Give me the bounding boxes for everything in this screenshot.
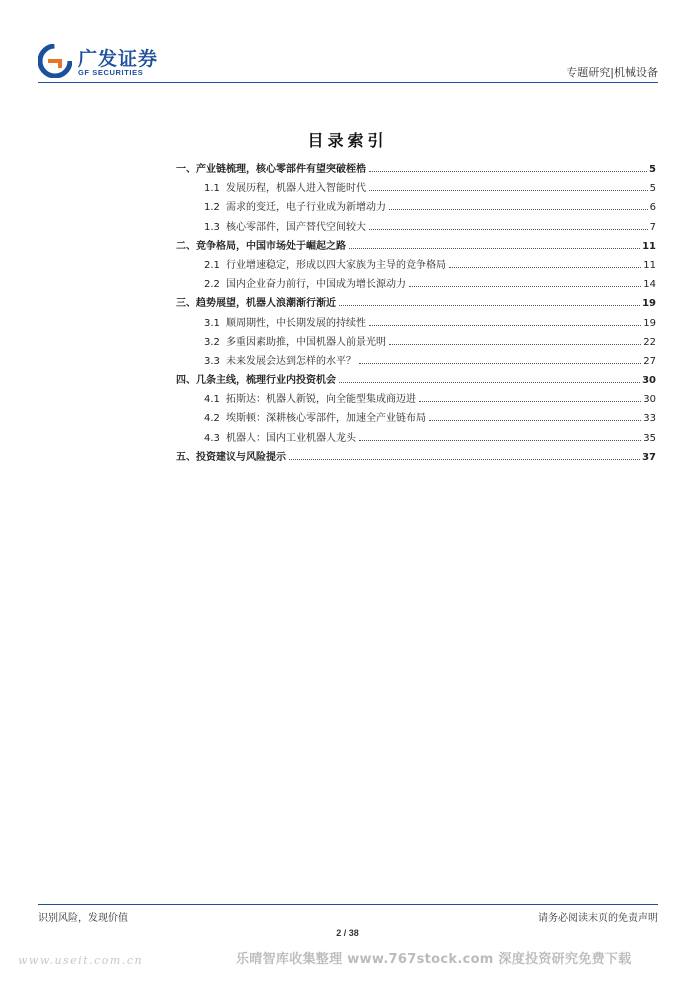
toc-entry-page: 6 bbox=[649, 202, 656, 214]
toc-dot-leader bbox=[369, 229, 648, 230]
toc-dot-leader bbox=[359, 440, 641, 441]
toc-dot-leader bbox=[369, 171, 647, 172]
toc-dot-leader bbox=[349, 248, 640, 249]
toc-dot-leader bbox=[419, 401, 641, 402]
toc-entry-page: 11 bbox=[642, 240, 656, 252]
toc-entry-text: 发展历程，机器人进入智能时代 bbox=[226, 183, 366, 195]
toc-section-entry[interactable] bbox=[176, 256, 656, 275]
toc-entry-page: 30 bbox=[643, 394, 656, 406]
toc-dot-leader bbox=[339, 382, 640, 383]
footer-disclaimer-note: 请务必阅读末页的免责声明 bbox=[538, 913, 658, 924]
toc-entry-text: 国内企业奋力前行，中国成为增长源动力 bbox=[226, 279, 406, 291]
toc-section-entry[interactable] bbox=[176, 333, 656, 352]
report-section-label: 专题研究|机械设备 bbox=[566, 66, 658, 79]
watermark-left: www.useit.com.cn bbox=[18, 954, 144, 967]
toc-entry-text: 拓斯达：机器人新锐，向全能型集成商迈进 bbox=[226, 394, 416, 406]
toc-entry-page: 22 bbox=[643, 336, 656, 348]
toc-dot-leader bbox=[369, 325, 641, 326]
toc-entry-number: 3.2 bbox=[204, 336, 220, 348]
toc-entry-page: 19 bbox=[642, 298, 656, 310]
gf-logo-icon bbox=[38, 44, 72, 78]
toc-chapter-entry[interactable] bbox=[176, 160, 656, 179]
footer-slogan: 识别风险，发现价值 bbox=[38, 913, 128, 924]
toc-dot-leader bbox=[389, 344, 641, 345]
toc-chapter-entry[interactable] bbox=[176, 237, 656, 256]
toc-entry-page: 30 bbox=[642, 375, 656, 387]
toc-section-entry[interactable] bbox=[176, 218, 656, 237]
toc-dot-leader bbox=[369, 190, 648, 191]
toc-chapter-entry[interactable] bbox=[176, 448, 656, 467]
company-logo bbox=[38, 42, 198, 82]
toc-title: 目录索引 bbox=[307, 131, 388, 150]
table-of-contents bbox=[176, 160, 656, 467]
toc-section-entry[interactable] bbox=[176, 314, 656, 333]
toc-section-entry[interactable] bbox=[176, 390, 656, 409]
toc-dot-leader bbox=[389, 209, 648, 210]
toc-entry-page: 14 bbox=[643, 279, 656, 291]
toc-entry-number: 2.1 bbox=[204, 259, 220, 271]
toc-entry-page: 33 bbox=[643, 413, 656, 425]
toc-entry-text: 五、投资建议与风险提示 bbox=[176, 451, 286, 463]
toc-section-entry[interactable] bbox=[176, 198, 656, 217]
toc-entry-text: 机器人：国内工业机器人龙头 bbox=[226, 432, 356, 444]
toc-entry-page: 37 bbox=[642, 451, 656, 463]
toc-entry-page: 5 bbox=[649, 164, 656, 175]
toc-section-entry[interactable] bbox=[176, 352, 656, 371]
toc-dot-leader bbox=[339, 305, 640, 306]
toc-entry-text: 多重因素助推，中国机器人前景光明 bbox=[226, 336, 386, 348]
toc-section-entry[interactable] bbox=[176, 429, 656, 448]
toc-entry-text: 三、趋势展望，机器人浪潮渐行渐近 bbox=[176, 298, 336, 310]
header-divider bbox=[38, 82, 658, 83]
logo-english-name: GF SECURITIES bbox=[78, 68, 144, 77]
toc-section-entry[interactable] bbox=[176, 275, 656, 294]
toc-entry-number: 2.2 bbox=[204, 279, 220, 291]
toc-entry-number: 3.1 bbox=[204, 317, 220, 329]
page-number: 2 / 38 bbox=[336, 928, 359, 938]
toc-entry-page: 5 bbox=[649, 183, 656, 195]
footer-divider bbox=[38, 904, 658, 905]
toc-dot-leader bbox=[429, 420, 641, 421]
toc-entry-number: 4.1 bbox=[204, 394, 220, 406]
toc-entry-number: 1.1 bbox=[204, 183, 220, 195]
toc-section-entry[interactable] bbox=[176, 179, 656, 198]
toc-dot-leader bbox=[359, 363, 641, 364]
toc-chapter-entry[interactable] bbox=[176, 371, 656, 390]
toc-entry-number: 4.3 bbox=[204, 432, 220, 444]
toc-dot-leader bbox=[289, 459, 640, 460]
toc-section-entry[interactable] bbox=[176, 409, 656, 428]
watermark-right: 乐晴智库收集整理 www.767stock.com 深度投资研究免费下载 bbox=[236, 952, 632, 967]
toc-entry-number: 1.2 bbox=[204, 202, 220, 214]
toc-entry-number: 1.3 bbox=[204, 221, 220, 233]
toc-entry-text: 行业增速稳定，形成以四大家族为主导的竞争格局 bbox=[226, 259, 446, 271]
toc-entry-page: 35 bbox=[643, 432, 656, 444]
toc-dot-leader bbox=[449, 267, 641, 268]
toc-entry-number: 3.3 bbox=[204, 355, 220, 367]
toc-entry-page: 7 bbox=[649, 221, 656, 233]
toc-entry-text: 顺周期性，中长期发展的持续性 bbox=[226, 317, 366, 329]
toc-entry-text: 四、几条主线，梳理行业内投资机会 bbox=[176, 375, 336, 387]
toc-entry-page: 11 bbox=[643, 259, 656, 271]
logo-chinese-name: 广发证券 bbox=[78, 48, 159, 70]
toc-entry-text: 一、产业链梳理，核心零部件有望突破桎梏 bbox=[176, 164, 366, 175]
toc-entry-text: 未来发展会达到怎样的水平？ bbox=[226, 355, 356, 367]
toc-chapter-entry[interactable] bbox=[176, 294, 656, 313]
toc-entry-number: 4.2 bbox=[204, 413, 220, 425]
toc-entry-text: 埃斯顿：深耕核心零部件，加速全产业链布局 bbox=[226, 413, 426, 425]
toc-entry-page: 19 bbox=[643, 317, 656, 329]
toc-entry-text: 二、竞争格局，中国市场处于崛起之路 bbox=[176, 240, 346, 252]
page-header bbox=[38, 42, 658, 82]
toc-entry-text: 核心零部件，国产替代空间较大 bbox=[226, 221, 366, 233]
toc-entry-text: 需求的变迁，电子行业成为新增动力 bbox=[226, 202, 386, 214]
toc-dot-leader bbox=[409, 286, 641, 287]
toc-entry-page: 27 bbox=[643, 355, 656, 367]
